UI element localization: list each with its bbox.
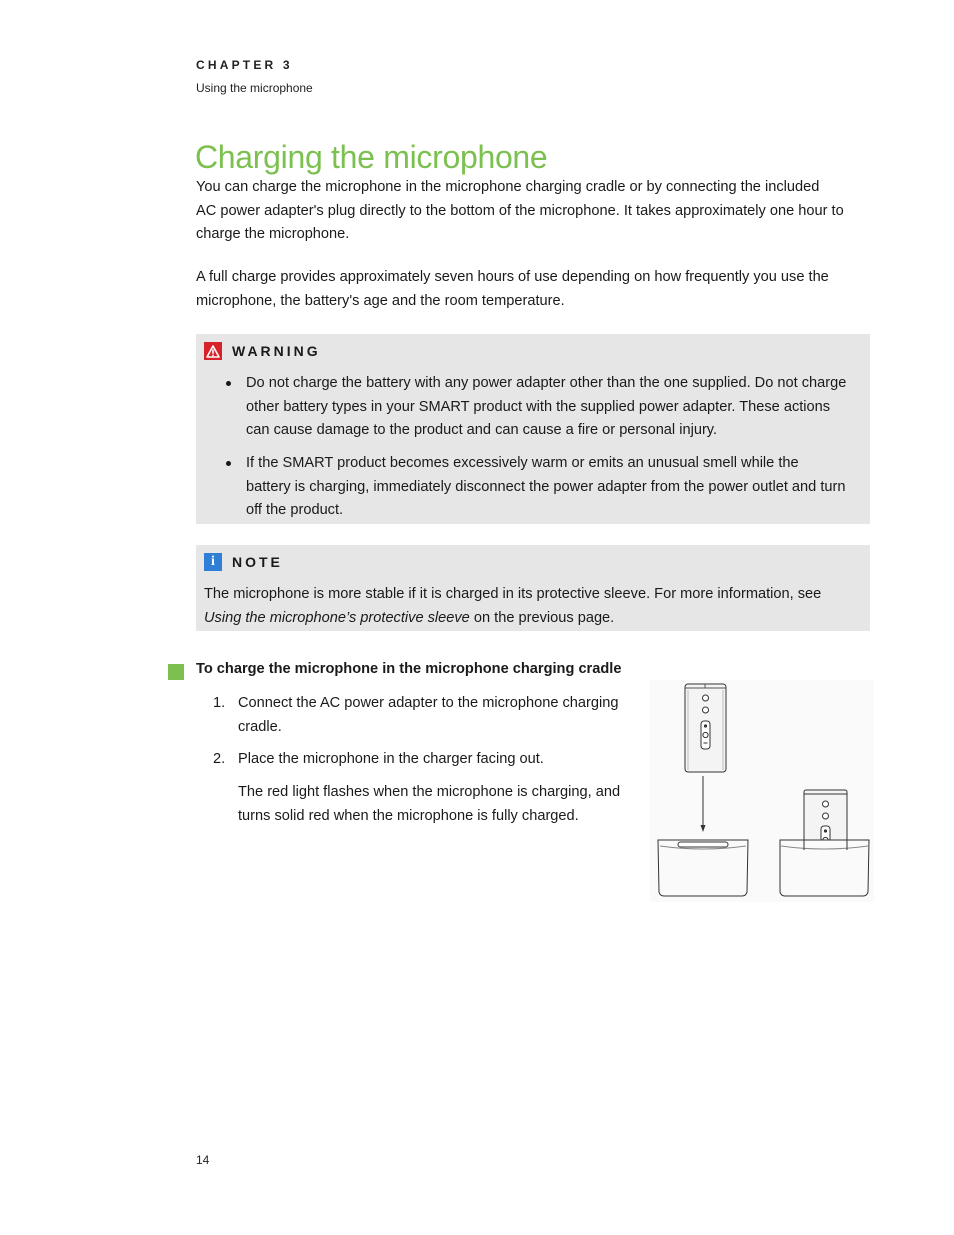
full-charge-line-2: microphone, the battery's age and the room temperature. (196, 292, 565, 309)
step-number: 2. (213, 751, 226, 767)
note-line-2-suffix: on the previous page. (469, 609, 615, 626)
note-header (204, 553, 283, 571)
step-number: 1. (213, 695, 226, 711)
intro-line-3: charge the microphone. (196, 226, 350, 242)
bullet-icon (226, 461, 231, 466)
warning-item-line: other battery types in your SMART product with the supplied power adapter. These actions (246, 398, 831, 415)
step-line: Connect the AC power adapter to the microphone charging (238, 695, 619, 711)
warning-item-line: Do not charge the battery with any power adapter other than the one supplied. Do not charge (246, 375, 847, 391)
step-result-text (238, 781, 638, 828)
full-charge-line-1: A full charge provides approximately seven hours of use depending on how frequently you use the (196, 269, 829, 285)
intro-line-2: AC power adapter's plug directly to the bottom of the microphone. It takes approximately one hour to (196, 202, 844, 219)
warning-item-line: battery is charging, immediately disconnect the power adapter from the power outlet and turn (246, 478, 846, 495)
procedure-step (213, 692, 643, 739)
warning-item-line: off the product. (246, 502, 344, 518)
chapter-label: CHAPTER 3 (196, 58, 293, 72)
microphone-icon (685, 684, 726, 772)
step-line: cradle. (238, 718, 282, 735)
protective-sleeve-link[interactable]: Using the microphone’s protective sleeve (204, 609, 470, 626)
warning-triangle-icon (204, 342, 222, 360)
procedure-step (213, 748, 643, 772)
full-charge-paragraph (196, 266, 868, 313)
step-line: Place the microphone in the charger facing out. (238, 751, 544, 767)
intro-paragraph (196, 176, 868, 247)
warning-item (226, 372, 862, 443)
note-line-1: The microphone is more stable if it is charged in its protective sleeve. For more information, see (204, 586, 822, 602)
info-icon: i (204, 553, 222, 571)
chapter-title: Using the microphone (196, 81, 313, 95)
procedure-marker-icon (168, 664, 184, 680)
note-label: NOTE (232, 554, 283, 570)
warning-item-line: can cause damage to the product and can cause a fire or personal injury. (246, 422, 718, 438)
result-line-2: turns solid red when the microphone is fully charged. (238, 807, 579, 824)
note-text (204, 583, 864, 630)
page-title: Charging the microphone (195, 139, 548, 175)
result-line-1: The red light flashes when the microphone is charging, and (238, 784, 621, 800)
intro-line-1: You can charge the microphone in the microphone charging cradle or by connecting the included (196, 179, 820, 195)
bullet-icon (226, 381, 231, 386)
warning-item (226, 452, 862, 523)
warning-header (204, 342, 321, 360)
warning-box (196, 334, 870, 524)
warning-label: WARNING (232, 343, 321, 359)
procedure-title: To charge the microphone in the microphone charging cradle (196, 661, 622, 677)
note-box (196, 545, 870, 631)
charging-cradle-illustration (650, 680, 874, 902)
warning-item-line: If the SMART product becomes excessively warm or emits an unusual smell while the (246, 455, 799, 471)
charging-cradle-icon (658, 840, 748, 896)
page-number: 14 (196, 1153, 210, 1167)
